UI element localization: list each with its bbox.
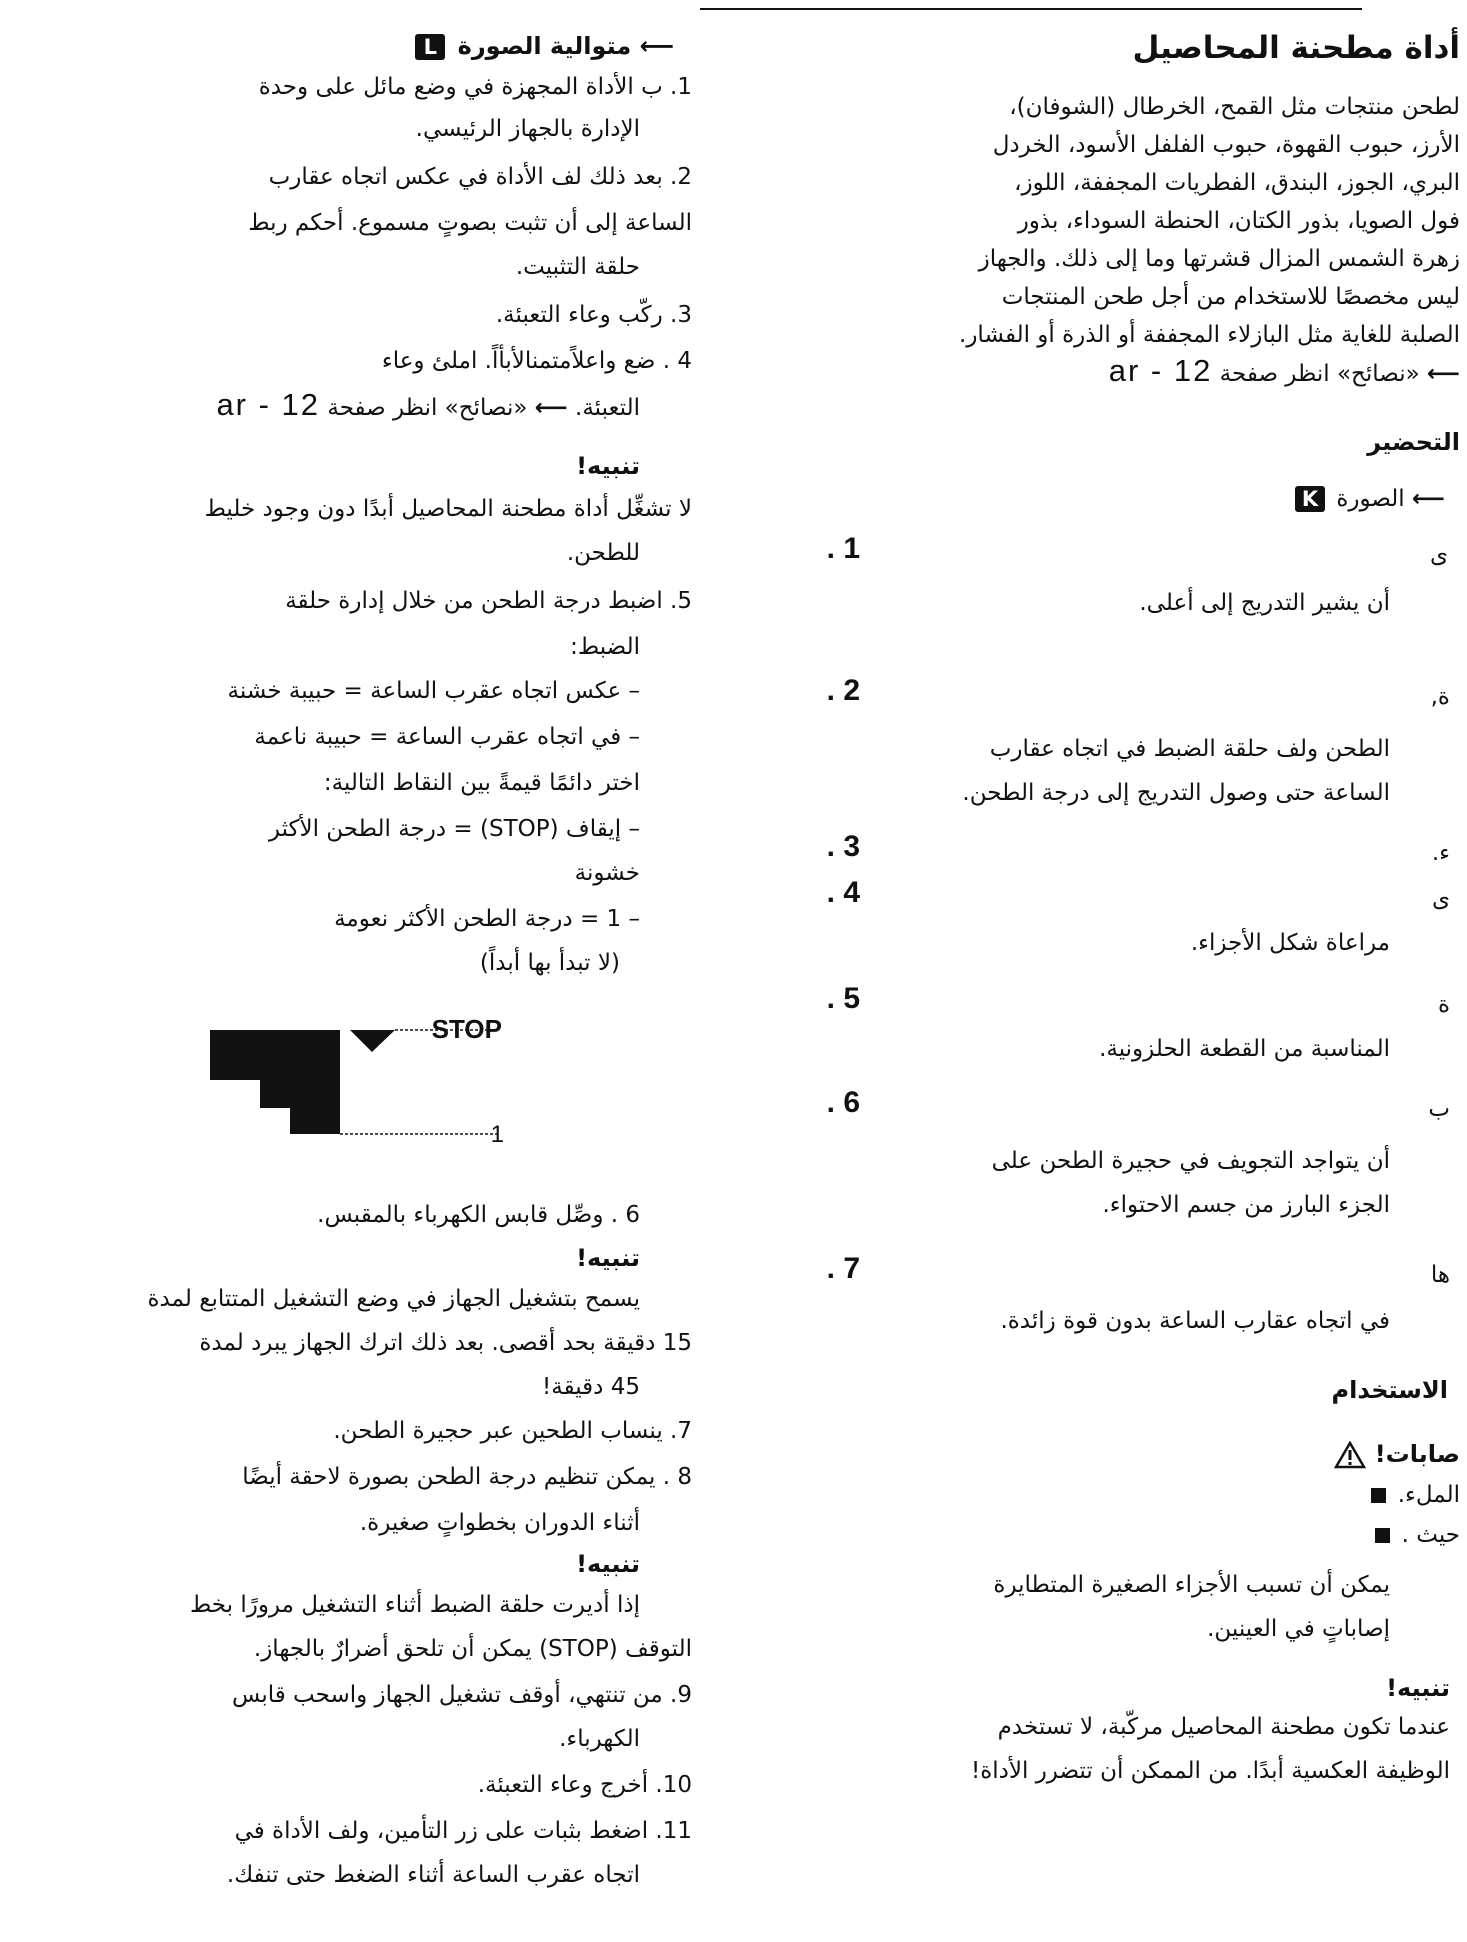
- one-item: (لا تبدأ بها أبداً): [479, 950, 620, 976]
- step-line: الطحن ولف حلقة الضبط في اتجاه عقارب: [989, 736, 1390, 762]
- intro-paragraph: [959, 88, 1460, 354]
- intro-line: زهرة الشمس المزال قشرتها وما إلى ذلك. والجهاز: [978, 246, 1460, 272]
- caution-heading: تنبيه!: [576, 452, 640, 480]
- step3-line: 3. ركّب وعاء التعبئة.: [495, 302, 692, 328]
- step6-line: 6 . وصِّل قابس الكهرباء بالمقبس.: [317, 1202, 640, 1228]
- caution-line: يسمح بتشغيل الجهاز في وضع التشغيل المتتابع لمدة: [147, 1286, 640, 1312]
- preparation-heading: التحضير: [1367, 428, 1460, 456]
- intro-line: ليس مخصصًا للاستخدام من أجل طحن المنتجات: [1001, 284, 1460, 310]
- stop-item: – إيقاف (STOP) = درجة الطحن الأكثر: [268, 816, 640, 842]
- step8-line: أثناء الدوران بخطواتٍ صغيرة.: [359, 1510, 640, 1536]
- step-number: . 7: [826, 1252, 860, 1285]
- step1-line: 1. ب الأداة المجهزة في وضع مائل على وحدة: [258, 74, 692, 100]
- bullet-note-line: يمكن أن تسبب الأجزاء الصغيرة المتطايرة: [993, 1572, 1390, 1598]
- left-column: [0, 0, 700, 1942]
- step-number: . 2: [826, 674, 860, 707]
- usage-heading: الاستخدام: [1331, 1376, 1448, 1404]
- step5-line: الضبط:: [570, 634, 640, 660]
- step9-line: 9. من تنتهي، أوقف تشغيل الجهاز واسحب قابس: [232, 1682, 692, 1708]
- sequence-heading[interactable]: [411, 28, 674, 64]
- tips-ref-text: «نصائح» انظر صفحة: [1219, 361, 1420, 387]
- arrow-left-icon: ⟵: [639, 32, 674, 60]
- step8-line: 8 . يمكن تنظيم درجة الطحن بصورة لاحقة أيضًا: [242, 1464, 692, 1490]
- figure-label: الصورة: [1336, 486, 1405, 512]
- step-lead: ها: [1430, 1262, 1450, 1288]
- bullet-item: [1365, 1516, 1460, 1554]
- caution-line: 45 دقيقة!: [542, 1374, 640, 1400]
- arrow-left-icon: ⟵: [534, 395, 568, 421]
- dash-item: – في اتجاه عقرب الساعة = حبيبة ناعمة: [254, 724, 640, 750]
- bullet-text: الملء.: [1397, 1482, 1460, 1508]
- step-line: الساعة حتى وصول التدريج إلى درجة الطحن.: [962, 780, 1390, 806]
- injury-warning: [1334, 1436, 1460, 1472]
- intro-line: الصلبة للغاية مثل البازلاء المجففة أو الذرة أو الفشار.: [959, 322, 1460, 348]
- step4-line[interactable]: [216, 386, 640, 427]
- step-line: أن يشير التدريج إلى أعلى.: [1139, 590, 1390, 616]
- dash-item: – عكس اتجاه عقرب الساعة = حبيبة خشنة: [227, 678, 640, 704]
- caution-heading: تنبيه!: [576, 1550, 640, 1578]
- right-column: [700, 0, 1460, 1942]
- intro-line: الأرز، حبوب القهوة، حبوب الفلفل الأسود، الخردل: [992, 132, 1460, 158]
- step9-line: الكهرباء.: [559, 1726, 640, 1752]
- step7-line: 7. ينساب الطحين عبر حجيرة الطحن.: [333, 1418, 692, 1444]
- caution-heading: تنبيه!: [1386, 1674, 1450, 1702]
- bullet-text: حيث .: [1401, 1522, 1460, 1548]
- sequence-letter-badge: L: [415, 34, 445, 60]
- figure-reference[interactable]: [1291, 480, 1445, 518]
- step4-text: التعبئة.: [567, 395, 640, 421]
- caution-line: عندما تكون مطحنة المحاصيل مركّبة، لا تستخدم: [997, 1714, 1450, 1740]
- caution-heading: تنبيه!: [576, 1244, 640, 1272]
- one-label: 1: [490, 1121, 504, 1148]
- stop-item: خشونة: [574, 860, 640, 886]
- tips-ref-page: ar - 12: [216, 387, 321, 422]
- step-line: في اتجاه عقارب الساعة بدون قوة زائدة.: [1000, 1308, 1390, 1334]
- grind-setting-diagram: [200, 1018, 600, 1158]
- step10-line: 10. أخرج وعاء التعبئة.: [477, 1772, 692, 1798]
- intro-line: البري، الجوز، البندق، الفطريات المجففة، اللوز،: [1014, 170, 1460, 196]
- caution-line: 15 دقيقة بحد أقصى. بعد ذلك اترك الجهاز يبرد لمدة: [199, 1330, 692, 1356]
- step-lead: ة,: [1430, 684, 1450, 710]
- page-title: أداة مطحنة المحاصيل: [1132, 30, 1460, 66]
- step-line: أن يتواجد التجويف في حجيرة الطحن على: [991, 1148, 1390, 1174]
- bullet-square-icon: [1371, 1488, 1386, 1503]
- step4-line: 4 . ضع واعلاًمتمنالأبأاً. املئ وعاء: [381, 348, 692, 374]
- step-number: . 4: [826, 876, 860, 909]
- bullet-square-icon: [1375, 1528, 1390, 1543]
- stop-label: STOP: [431, 1018, 502, 1044]
- sequence-label: متوالية الصورة: [457, 32, 632, 60]
- step-line: مراعاة شكل الأجزاء.: [1190, 930, 1390, 956]
- tips-ref-page: ar - 12: [1108, 353, 1213, 388]
- step-lead: ء.: [1431, 840, 1450, 866]
- step11-line: اتجاه عقرب الساعة أثناء الضغط حتى تنفك.: [226, 1862, 640, 1888]
- caution-line: إذا أديرت حلقة الضبط أثناء التشغيل مرورًا بخط: [189, 1592, 640, 1618]
- caution-line: التوقف (STOP) يمكن أن تلحق أضرارٌ بالجهاز.: [253, 1636, 692, 1662]
- step-line: المناسبة من القطعة الحلزونية.: [1099, 1036, 1390, 1062]
- bullet-item: [1361, 1476, 1460, 1514]
- step-number: . 6: [826, 1086, 860, 1119]
- step11-line: 11. اضغط بثبات على زر التأمين، ولف الأداة في: [234, 1818, 692, 1844]
- step2-line: الساعة إلى أن تثبت بصوتٍ مسموع. أحكم ربط: [248, 210, 692, 236]
- step-line: الجزء البارز من جسم الاحتواء.: [1102, 1192, 1390, 1218]
- step-number: . 5: [826, 982, 860, 1015]
- step-number: . 3: [826, 830, 860, 863]
- intro-line: فول الصويا، بذور الكتان، الحنطة السوداء، بذور: [1017, 208, 1460, 234]
- warning-triangle-icon: [1334, 1441, 1366, 1469]
- step2-line: 2. بعد ذلك لف الأداة في عكس اتجاه عقارب: [268, 164, 692, 190]
- choose-text: اختر دائمًا قيمةً بين النقاط التالية:: [323, 770, 640, 796]
- step-lead: ى: [1429, 542, 1448, 568]
- step-lead: ى: [1431, 886, 1450, 912]
- caution-line: للطحن.: [566, 540, 640, 566]
- step-lead: ة: [1437, 992, 1450, 1018]
- step-number: . 1: [826, 532, 860, 565]
- figure-letter-badge: K: [1295, 486, 1325, 512]
- tips-reference[interactable]: [1109, 352, 1460, 393]
- step5-line: 5. اضبط درجة الطحن من خلال إدارة حلقة: [285, 588, 692, 614]
- intro-line: لطحن منتجات مثل القمح، الخرطال (الشوفان)،: [1009, 94, 1460, 120]
- one-item: – 1 = درجة الطحن الأكثر نعومة: [334, 906, 640, 932]
- injury-heading: صابات!: [1374, 1440, 1460, 1468]
- arrow-left-icon: ⟵: [1427, 361, 1460, 387]
- tips-ref-text: «نصائح» انظر صفحة: [327, 395, 528, 421]
- caution-line: الوظيفة العكسية أبدًا. من الممكن أن تتضرر الأداة!: [970, 1758, 1450, 1784]
- step1-line: الإدارة بالجهاز الرئيسي.: [415, 116, 640, 142]
- caution-line: لا تشغِّل أداة مطحنة المحاصيل أبدًا دون وجود خليط: [204, 496, 692, 522]
- step-lead: ب: [1428, 1096, 1450, 1122]
- bullet-note-line: إصاباتٍ في العينين.: [1207, 1616, 1390, 1642]
- arrow-left-icon: ⟵: [1412, 486, 1445, 512]
- step2-line: حلقة التثبيت.: [515, 254, 640, 280]
